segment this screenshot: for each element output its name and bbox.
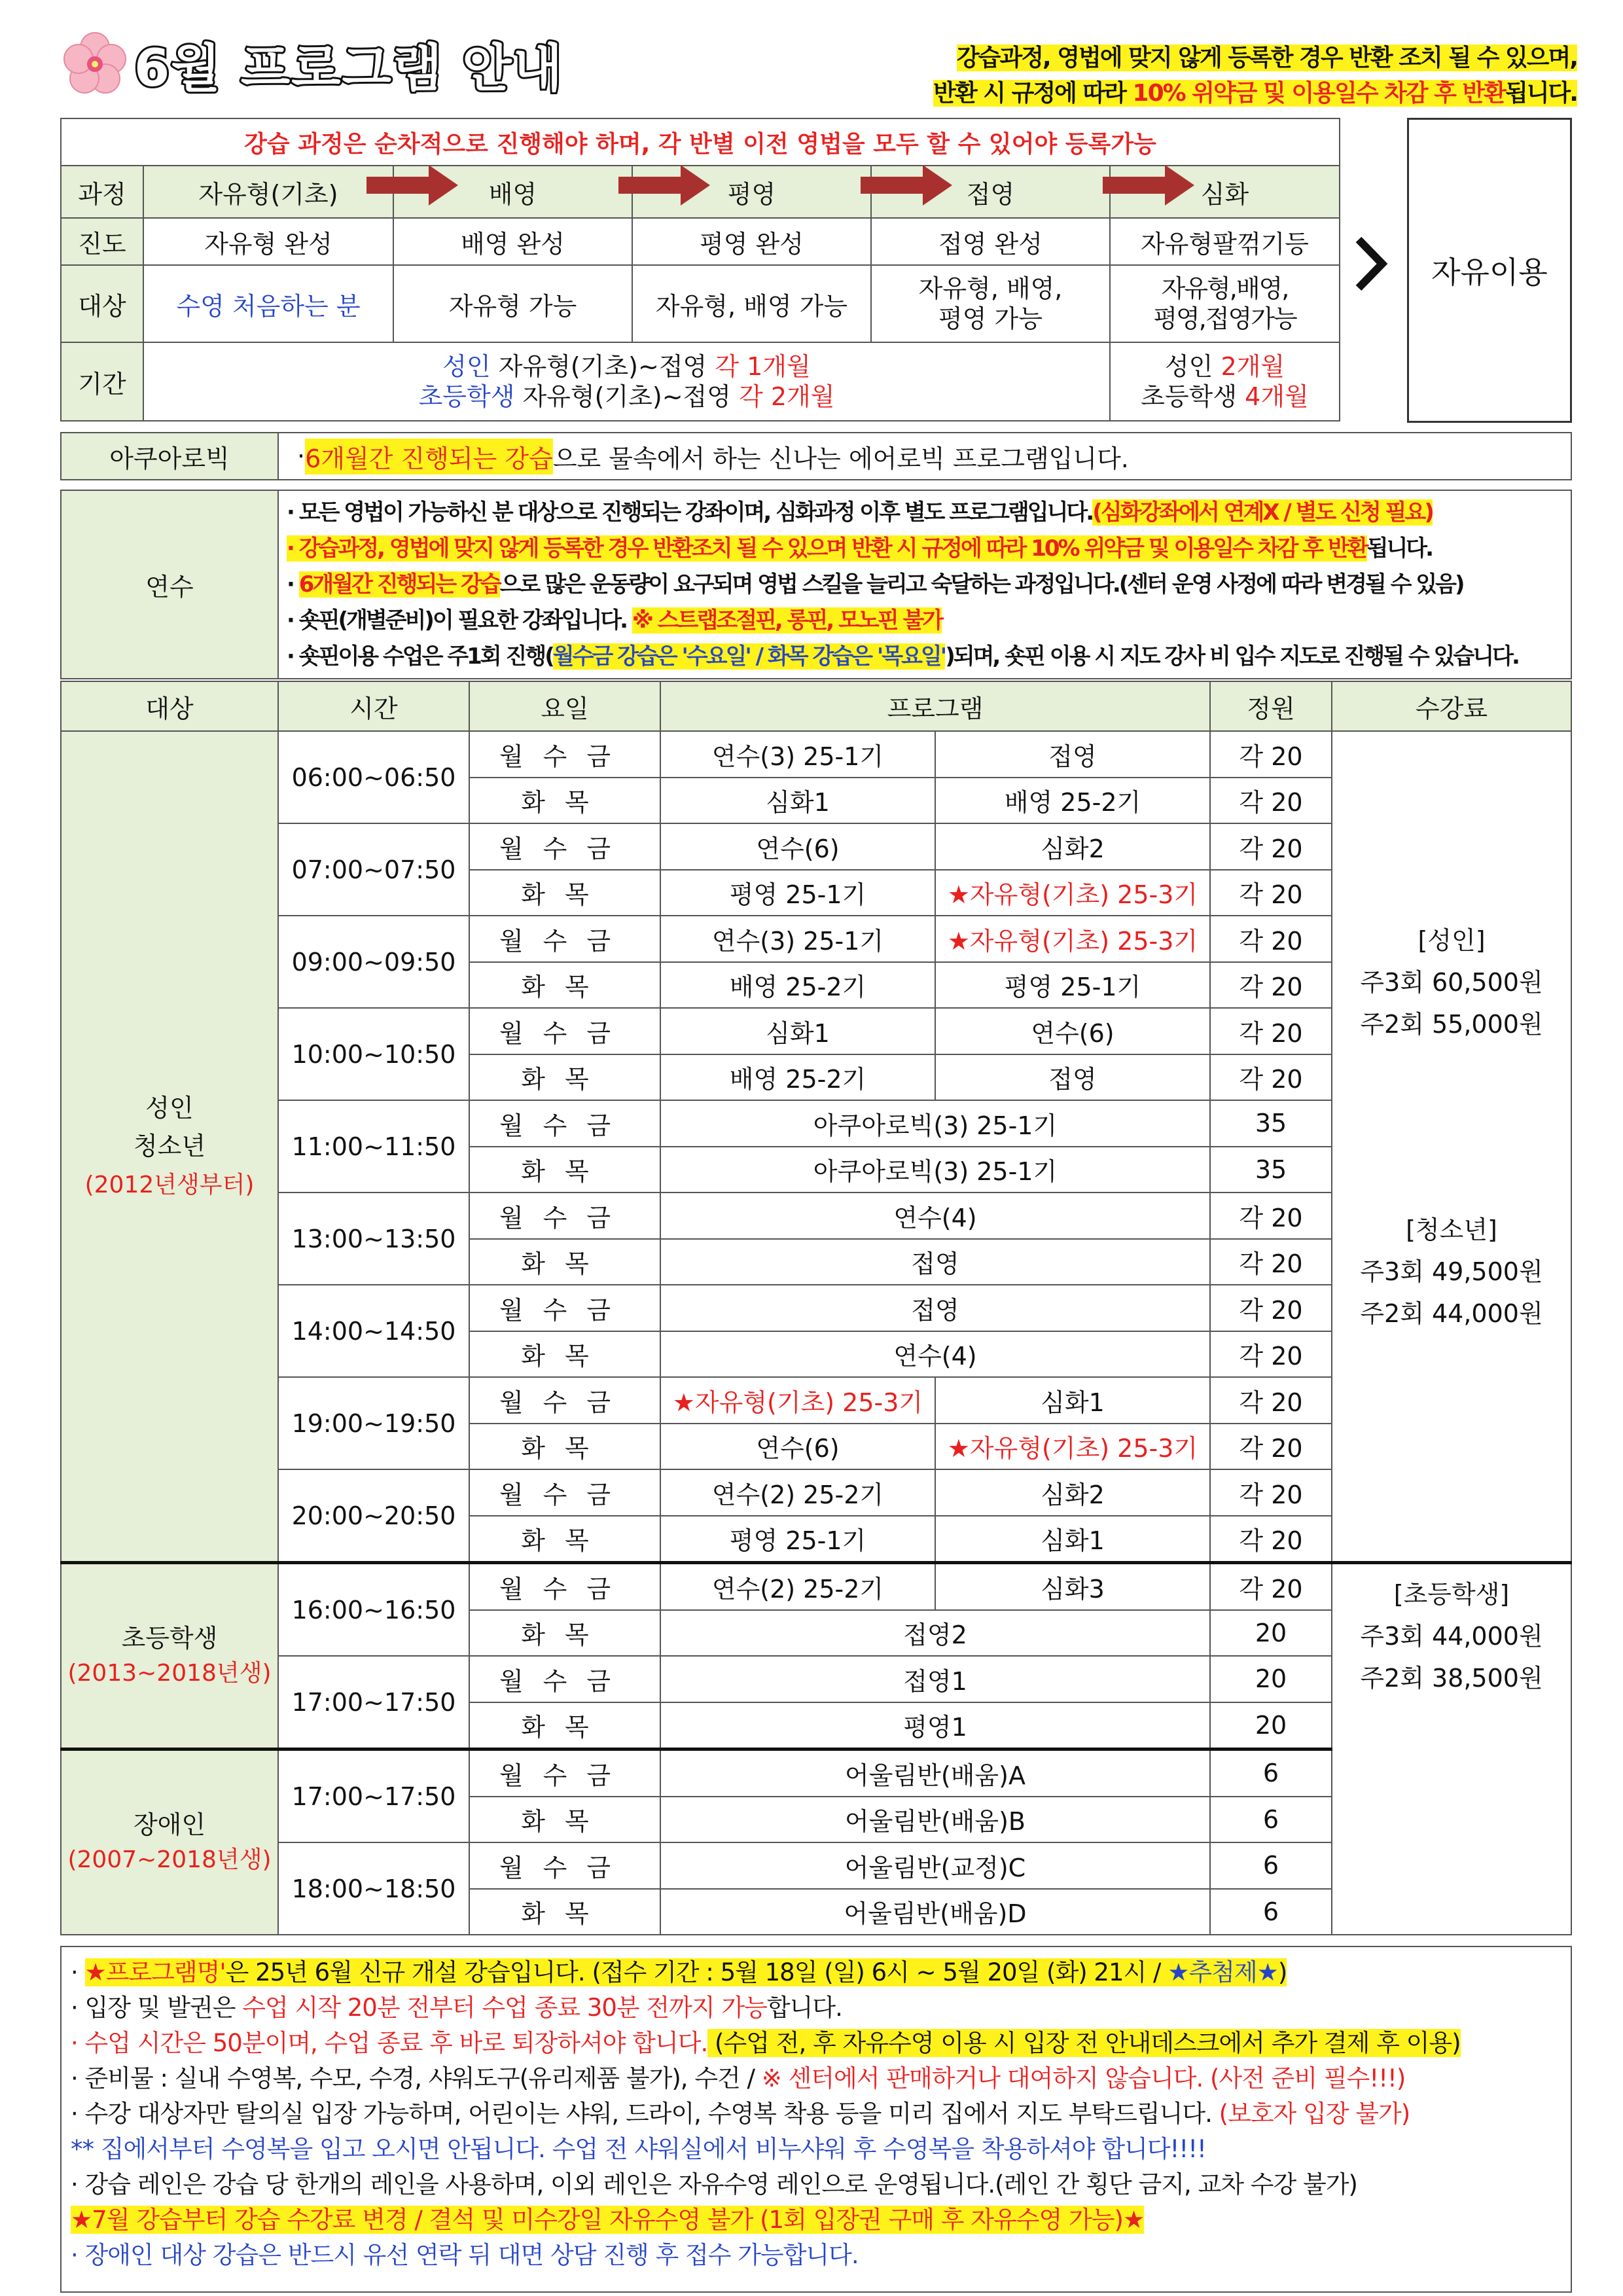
note-line: · 입장 및 발권은 수업 시작 20분 전부터 수업 종료 30분 전까지 가능합니다. xyxy=(71,1994,842,2022)
page-title: 6월 프로그램 안내 xyxy=(134,39,564,98)
stage-advanced: 심화 xyxy=(1110,166,1340,218)
time-cell: 10:00~10:50 xyxy=(278,1008,469,1100)
table-row: 화목 평영 25-1기 심화1 각 20 xyxy=(61,1516,1571,1563)
days-cell: 월수금 xyxy=(469,731,660,778)
free-use-box: 자유이용 xyxy=(1407,118,1572,423)
time-cell: 13:00~13:50 xyxy=(278,1193,469,1285)
schedule-table xyxy=(60,681,1572,1935)
time-cell: 19:00~19:50 xyxy=(278,1377,469,1469)
target-cell: 자유형 가능 xyxy=(393,265,632,342)
note-line: · 강습 레인은 강습 당 한개의 레인을 사용하며, 이외 레인은 자유수영 레인으로 운영됩니다.(레인 간 횡단 금지, 교차 수강 불가) xyxy=(71,2170,1357,2198)
flower-icon xyxy=(62,31,128,97)
period-advanced: 성인 2개월 초등학생 4개월 xyxy=(1110,342,1340,421)
note-line: ** 집에서부터 수영복을 입고 오시면 안됩니다. 수업 전 샤워실에서 비누샤워 후 수영복을 착용하셔야 합니다!!!! xyxy=(71,2135,1206,2163)
table-row: 화목 아쿠아로빅(3) 25-1기 35 xyxy=(61,1147,1571,1193)
target-cell: 수영 처음하는 분 xyxy=(143,265,393,342)
table-row: 화목 접영2 20 xyxy=(61,1610,1571,1657)
lane-description: · 모든 영법이 가능하신 분 대상으로 진행되는 강좌이며, 심화과정 이후 별도 프로그램입니다.(심화강좌에서 연계X / 별도 신청 필요) · 강습과정, 영법에 맞지 않게 등록한 경우 반환조치 될 수 있으며 반환 시 규정에 따라 10% 위약금 및 이용일수 차감 후 반환됩니다. · 6개월간 진행되는 강습으로 많은 운동량이 요구되며 영법 스킬을 늘리고 숙달하는 과정입니다.(센터 운영 사정에 따라 변경될 수 있음) · 숏핀(개별준비)이 필요한 강좌입니다. ※ 스트랩조절핀, 롱핀, 모노핀 불가 · 숏핀이용 수업은 주1회 진행(월수금 강습은 '수요일' / 화목 강습은 '목요일')되며, 숏핀 이용 시 지도 강사 비 입수 지도로 진행될 수 있습니다. xyxy=(287,499,1518,670)
course-caption: 강습 과정은 순차적으로 진행해야 하며, 각 반별 이전 영법을 모두 할 수 있어야 등록가능 xyxy=(61,118,1340,166)
lane-section xyxy=(60,490,1572,679)
col-capacity: 정원 xyxy=(1210,681,1332,731)
fee-child: [초등학생] 주3회 44,000원 주2회 38,500원 xyxy=(1332,1563,1571,1935)
aqua-label: 아쿠아로빅 xyxy=(62,433,279,479)
note-line: · 수업 시간은 50분이며, 수업 종료 후 바로 퇴장하셔야 합니다. (수업 전, 후 자유수영 이용 시 입장 전 안내데스크에서 추가 결제 후 이용) xyxy=(71,2029,1461,2057)
table-row: 화목 심화1 배영 25-2기 각 20 xyxy=(61,778,1571,824)
note-line: · 준비물 : 실내 수영복, 수모, 수경, 샤워도구(유리제품 불가), 수건 / ※ 센터에서 판매하거나 대여하지 않습니다. (사전 준비 필수!!!) xyxy=(71,2064,1406,2092)
table-row: 화목 어울림반(배움)D 6 xyxy=(61,1889,1571,1935)
course-table xyxy=(60,118,1340,422)
program-cell: 접영 xyxy=(935,731,1210,778)
stage-butterfly: 접영 xyxy=(871,166,1110,218)
label-progress: 진도 xyxy=(61,218,143,265)
table-row: 화목 연수(6) ★자유형(기초) 25-3기 각 20 xyxy=(61,1424,1571,1470)
note-line: ★7월 강습부터 강습 수강료 변경 / 결석 및 미수강일 자유수영 불가 (1회 입장권 구매 후 자유수영 가능)★ xyxy=(71,2206,1145,2234)
target-cell: 자유형, 배영, 평영 가능 xyxy=(871,265,1110,342)
table-row: 09:00~09:50 월수금 연수(3) 25-1기 ★자유형(기초) 25-3기 각 20 xyxy=(61,916,1571,962)
table-row: 화목 연수(4) 각 20 xyxy=(61,1331,1571,1378)
table-row xyxy=(61,731,1571,778)
time-cell: 17:00~17:50 xyxy=(278,1656,469,1749)
table-row: 화목 어울림반(배움)B 6 xyxy=(61,1797,1571,1843)
fee-adult-teen: [성인] 주3회 60,500원 주2회 55,000원 [청소년] 주3회 49,500원 주2회 44,000원 xyxy=(1332,731,1571,1563)
aqua-description: · 6개월간 진행되는 강습 으로 물속에서 하는 신나는 에어로빅 프로그램입니다. xyxy=(279,433,1571,479)
table-row: 장애인 (2007~2018년생) 17:00~17:50 월수금 어울림반(배움)A 6 xyxy=(61,1749,1571,1797)
chevron-right-icon xyxy=(1353,234,1387,293)
arrow-right-icon xyxy=(861,165,952,206)
table-row: 화목 평영 25-1기 ★자유형(기초) 25-3기 각 20 xyxy=(61,870,1571,916)
col-day: 요일 xyxy=(469,681,660,731)
time-cell: 18:00~18:50 xyxy=(278,1842,469,1935)
progress-cell: 자유형팔꺾기등 xyxy=(1110,218,1340,265)
table-row: 화목 접영 각 20 xyxy=(61,1239,1571,1285)
table-row: 17:00~17:50 월수금 접영1 20 xyxy=(61,1656,1571,1702)
note-line: · 장애인 대상 강습은 반드시 유선 연락 뒤 대면 상담 진행 후 접수 가능합니다. xyxy=(71,2241,859,2269)
note-line: · ★프로그램명'은 25년 6월 신규 개설 강습입니다. (접수 기간 : 5월 18일 (일) 6시 ~ 5월 20일 (화) 21시 / ★추첨제★) xyxy=(71,1958,1287,1986)
target-cell: 자유형,배영, 평영,접영가능 xyxy=(1110,265,1340,342)
period-basic: 성인 자유형(기초)~접영 각 1개월 초등학생 자유형(기초)~접영 각 2개월 xyxy=(143,342,1110,421)
time-cell: 06:00~06:50 xyxy=(278,731,469,823)
header-notice: 강습과정, 영법에 맞지 않게 등록한 경우 반환 조치 될 수 있으며, 반환 시 규정에 따라 10% 위약금 및 이용일수 차감 후 반환됩니다. xyxy=(933,45,1577,107)
progress-cell: 배영 완성 xyxy=(393,218,632,265)
table-row: 화목 평영1 20 xyxy=(61,1702,1571,1749)
table-row: 13:00~13:50 월수금 연수(4) 각 20 xyxy=(61,1193,1571,1239)
label-period: 기간 xyxy=(61,342,143,421)
col-time: 시간 xyxy=(278,681,469,731)
table-row: 초등학생 (2013~2018년생) 16:00~16:50 월수금 연수(2) 25-2기 심화3 각 20 [초등학생] 주3회 44,000원 주2회 38,500원 xyxy=(61,1563,1571,1610)
table-row: 화목 배영 25-2기 접영 각 20 xyxy=(61,1054,1571,1101)
time-cell: 14:00~14:50 xyxy=(278,1285,469,1377)
arrow-right-icon xyxy=(618,165,710,206)
table-row: 10:00~10:50 월수금 심화1 연수(6) 각 20 xyxy=(61,1008,1571,1054)
arrow-right-icon xyxy=(366,165,458,206)
progress-cell: 자유형 완성 xyxy=(143,218,393,265)
time-cell: 16:00~16:50 xyxy=(278,1563,469,1657)
stage-backstroke: 배영 xyxy=(393,166,632,218)
col-program: 프로그램 xyxy=(660,681,1210,731)
stage-breaststroke: 평영 xyxy=(632,166,871,218)
col-target: 대상 xyxy=(61,681,278,731)
arrow-right-icon xyxy=(1103,165,1194,206)
program-cell: 연수(3) 25-1기 xyxy=(660,731,935,778)
table-row: 19:00~19:50 월수금 ★자유형(기초) 25-3기 심화1 각 20 xyxy=(61,1377,1571,1424)
table-row: 07:00~07:50 월수금 연수(6) 심화2 각 20 xyxy=(61,823,1571,870)
table-row: 14:00~14:50 월수금 접영 각 20 xyxy=(61,1285,1571,1331)
stage-freestyle-basic: 자유형(기초) xyxy=(143,166,393,218)
aqua-row xyxy=(60,432,1572,480)
group-disabled: 장애인 (2007~2018년생) xyxy=(61,1749,278,1935)
note-line: · 수강 대상자만 탈의실 입장 가능하며, 어린이는 샤워, 드라이, 수영복 착용 등을 미리 집에서 지도 부탁드립니다. (보호자 입장 불가) xyxy=(71,2100,1410,2128)
table-row: 화목 배영 25-2기 평영 25-1기 각 20 xyxy=(61,962,1571,1009)
time-cell: 20:00~20:50 xyxy=(278,1469,469,1563)
target-cell: 자유형, 배영 가능 xyxy=(632,265,871,342)
table-row: 18:00~18:50 월수금 어울림반(교정)C 6 xyxy=(61,1842,1571,1889)
capacity-cell: 각 20 xyxy=(1210,731,1332,778)
progress-cell: 평영 완성 xyxy=(632,218,871,265)
label-target: 대상 xyxy=(61,265,143,342)
group-child: 초등학생 (2013~2018년생) xyxy=(61,1563,278,1749)
time-cell: 17:00~17:50 xyxy=(278,1749,469,1843)
lane-label: 연수 xyxy=(62,491,279,678)
time-cell: 07:00~07:50 xyxy=(278,823,469,916)
label-stage: 과정 xyxy=(61,166,143,218)
table-row: 11:00~11:50 월수금 아쿠아로빅(3) 25-1기 35 xyxy=(61,1100,1571,1147)
col-fee: 수강료 xyxy=(1332,681,1571,731)
progress-cell: 접영 완성 xyxy=(871,218,1110,265)
time-cell: 09:00~09:50 xyxy=(278,916,469,1008)
group-adult: 성인 청소년 (2012년생부터) xyxy=(61,731,278,1563)
table-row: 20:00~20:50 월수금 연수(2) 25-2기 심화2 각 20 xyxy=(61,1469,1571,1516)
time-cell: 11:00~11:50 xyxy=(278,1100,469,1193)
notes-section xyxy=(60,1946,1572,2293)
